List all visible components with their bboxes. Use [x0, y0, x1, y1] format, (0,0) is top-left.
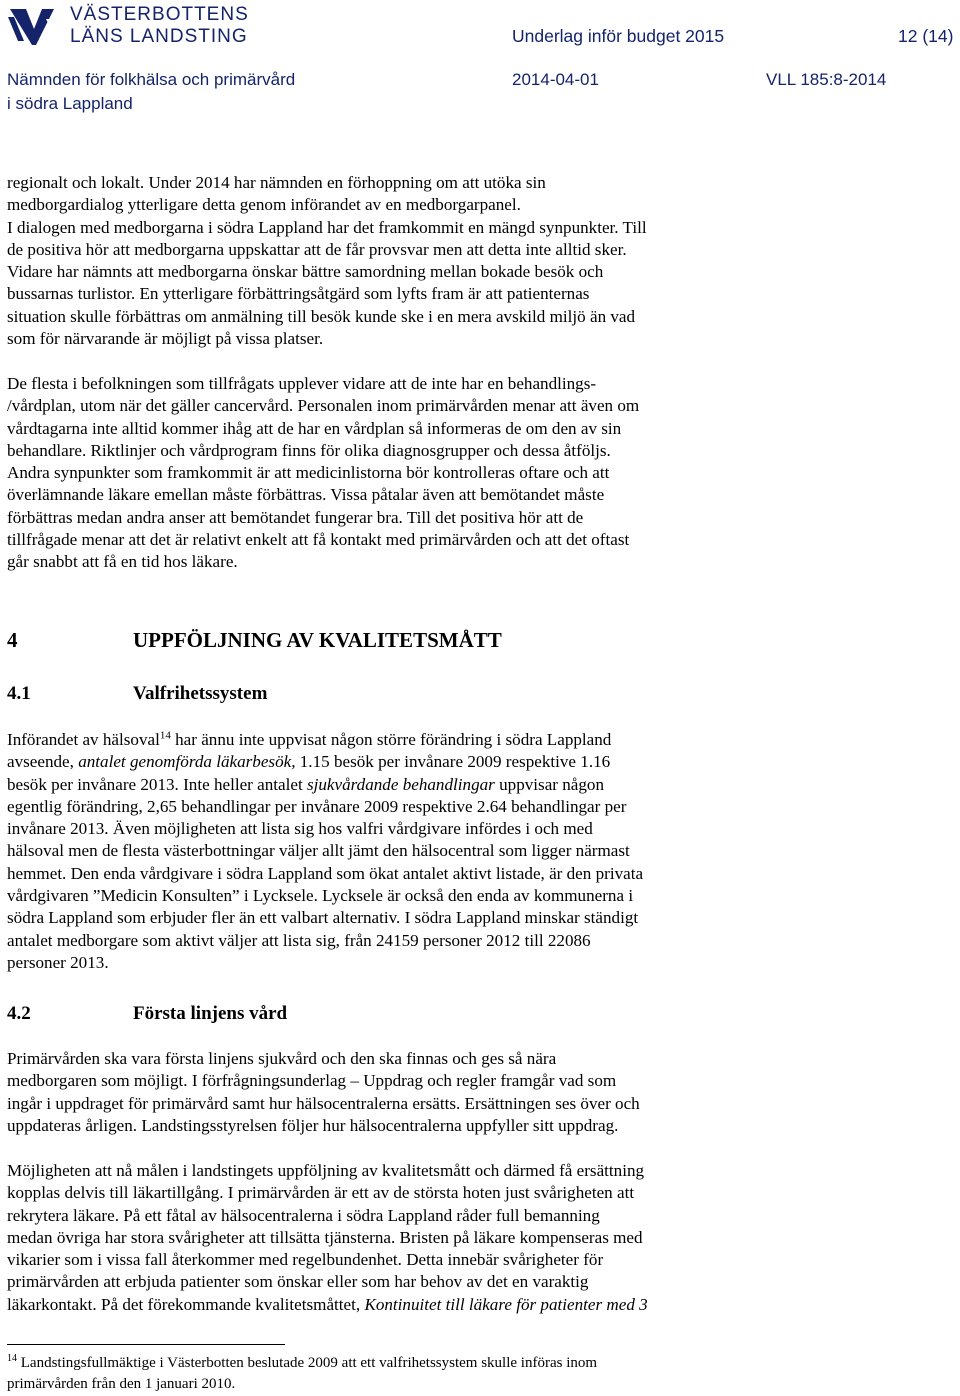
text-line: förbättras medan andra anser att bemötandet fungerar bra. Till det positiva hör att de	[7, 507, 584, 527]
text-line: primärvården att erbjuda patienter som önskar eller som har behov av det en varaktig	[7, 1272, 589, 1292]
text-line: vårdtagarna inte alltid kommer ihåg att de har en vårdplan så informeras de om den av sin	[7, 418, 622, 438]
footnote-line: primärvården från den 1 januari 2010.	[7, 1376, 236, 1392]
organization-name: Nämnden för folkhälsa och primärvård	[7, 70, 296, 89]
text-line: invånare 2013. Även möjligheten att lista sig hos valfri vårdgivare infördes i och med	[7, 819, 593, 839]
text-line: hemmet. Den enda vårdgivare i södra Lappland som ökat antalet aktivt listade, är den privata	[7, 863, 644, 883]
text-line: läkarkontakt. På det förekommande kvalitetsmåttet, Kontinuitet till läkare för patienter med 3	[7, 1294, 648, 1314]
section-4-2-number: 4.2	[7, 1003, 31, 1024]
text-line: antalet medborgare som aktivt väljer att lista sig, från 24159 personer 2012 till 22086	[7, 930, 591, 950]
text-line: hälsoval men de flesta västerbottningar väljer allt jämt den hälsocentral som ligger närmast	[7, 841, 630, 861]
text-line: bussarnas turlistor. En ytterligare förbättringsåtgärd som lyfts fram är att patienternas	[7, 284, 590, 304]
paragraph-valfrihetssystem	[7, 729, 947, 974]
text-line: ingår i uppdraget för primärvård samt hur hälsocentralerna ersätts. Ersättningen ses över och	[7, 1093, 640, 1113]
text-line: överlämnande läkare emellan måste förbättras. Vissa påtalar även att bemötandet måste	[7, 485, 605, 505]
text-line: besök per invånare 2013. Inte heller antalet sjukvårdande behandlingar uppvisar någon	[7, 774, 605, 794]
emphasis: antalet genomförda läkarbesök,	[78, 752, 296, 772]
logo-text-line2: LÄNS LANDSTING	[70, 26, 248, 47]
text-line: rekrytera läkare. På ett fåtal av hälsocentralerna i södra Lappland råder full bemanning	[7, 1205, 600, 1225]
page-number: 12 (14)	[898, 26, 954, 46]
text-line: De flesta i befolkningen som tillfrågats upplever vidare att de inte har en behandlings-	[7, 374, 597, 393]
text-line: kopplas delvis till läkartillgång. I primärvården är ett av de största hoten just svårigheten att	[7, 1183, 635, 1203]
text-line: medborgaren som möjligt. I förfrågningsunderlag – Uppdrag och regler framgår vad som	[7, 1071, 617, 1091]
text-line: Andra synpunkter som framkommit är att medicinlistorna bör kontrolleras oftare och att	[7, 463, 610, 483]
text-line: vårdgivaren ”Medicin Konsulten” i Lycksele. Lycksele är också den enda av kommunerna i	[7, 886, 634, 906]
text-line: I dialogen med medborgarna i södra Lappland har det framkommit en mängd synpunkter. Till	[7, 217, 647, 237]
text-line: uppdateras årligen. Landstingsstyrelsen följer hur hälsocentralerna uppfyller sitt uppdrag.	[7, 1115, 619, 1135]
organization-region: i södra Lappland	[7, 94, 133, 113]
document-date: 2014-04-01	[512, 70, 599, 89]
section-4-1-heading: Valfrihetssystem	[133, 683, 268, 704]
text-line: Vidare har nämnts att medborgarna önskar bättre samordning mellan bokade besök och	[7, 262, 604, 282]
text-line: tillfrågade menar att det är relativt enkelt att få kontakt med primärvården och att det oftast	[7, 530, 630, 550]
text-line: medan övriga har stora svårigheter att tillsätta tjänsterna. Bristen på läkare kompenseras med	[7, 1227, 643, 1247]
document-title: Underlag inför budget 2015	[512, 26, 725, 46]
text-line: Primärvården ska vara första linjens sjukvård och den ska finnas och ges så nära	[7, 1049, 557, 1068]
section-4-number: 4	[7, 628, 18, 652]
footnote	[7, 1353, 947, 1395]
text-line: medborgardialog ytterligare detta genom införandet av en medborgarpanel.	[7, 195, 521, 215]
footnote-number: 14	[7, 1353, 17, 1364]
text-line: Möjligheten att nå målen i landstingets uppföljning av kvalitetsmått och därmed få ersättning	[7, 1161, 645, 1180]
paragraph-forsta-linjen	[7, 1048, 947, 1137]
paragraph-vardplan	[7, 373, 947, 574]
text-line: egentlig förändring, 2,65 behandlingar per invånare 2009 respektive 2.64 behandlingar per	[7, 796, 627, 816]
text-line: södra Lappland som erbjuder fler än ett valbart alternativ. I södra Lappland minskar ständigt	[7, 908, 639, 928]
section-4-2-heading: Första linjens vård	[133, 1003, 288, 1024]
text-line: behandlare. Riktlinjer och vårdprogram finns för olika diagnosgrupper och dessa åtföljs.	[7, 440, 611, 460]
text-line: regionalt och lokalt. Under 2014 har nämnden en förhoppning om att utöka sin	[7, 173, 546, 192]
footnote-separator	[7, 1344, 285, 1345]
footnote-ref: 14	[159, 729, 171, 742]
text-line: personer 2013.	[7, 952, 109, 972]
section-4-1-number: 4.1	[7, 683, 31, 704]
text-line: vikarier som i vissa fall återkommer med regelbundenhet. Detta innebär svårigheter för	[7, 1250, 604, 1270]
text-line: går snabbt att få en tid hos läkare.	[7, 552, 238, 572]
text-line: de positiva hör att medborgarna uppskattar att de får provsvar men att detta inte alltid sker.	[7, 239, 627, 259]
paragraph-medborgardialog	[7, 172, 947, 350]
paragraph-lakartillgang	[7, 1160, 947, 1316]
text-line: /vårdplan, utom när det gäller cancervård. Personalen inom primärvården menar att även om	[7, 396, 640, 416]
text-line: som för närvarande är möjligt på vissa platser.	[7, 329, 324, 349]
emphasis: sjukvårdande behandlingar	[306, 774, 495, 794]
emphasis: Kontinuitet till läkare för patienter med 3	[364, 1294, 648, 1314]
logo-text-line1: VÄSTERBOTTENS	[70, 4, 249, 25]
text-line: avseende, antalet genomförda läkarbesök, 1.15 besök per invånare 2009 respektive 1.16	[7, 752, 611, 772]
section-4-heading: UPPFÖLJNING AV KVALITETSMÅTT	[133, 628, 502, 652]
text-line: Införandet av hälsoval$^{14}$ har ännu inte uppvisat någon större förändring i södra Lappland	[7, 729, 612, 749]
footnote-line: $^{14}$ Landstingsfullmäktige i Västerbotten beslutade 2009 att ett valfrihetssystem skulle införas inom	[7, 1353, 598, 1371]
landsting-logo-icon	[6, 5, 58, 49]
text-line: situation skulle förbättras om anmälning till besök kunde ske i en mera avskild miljö än vad	[7, 306, 636, 326]
document-reference: VLL 185:8-2014	[766, 70, 887, 89]
